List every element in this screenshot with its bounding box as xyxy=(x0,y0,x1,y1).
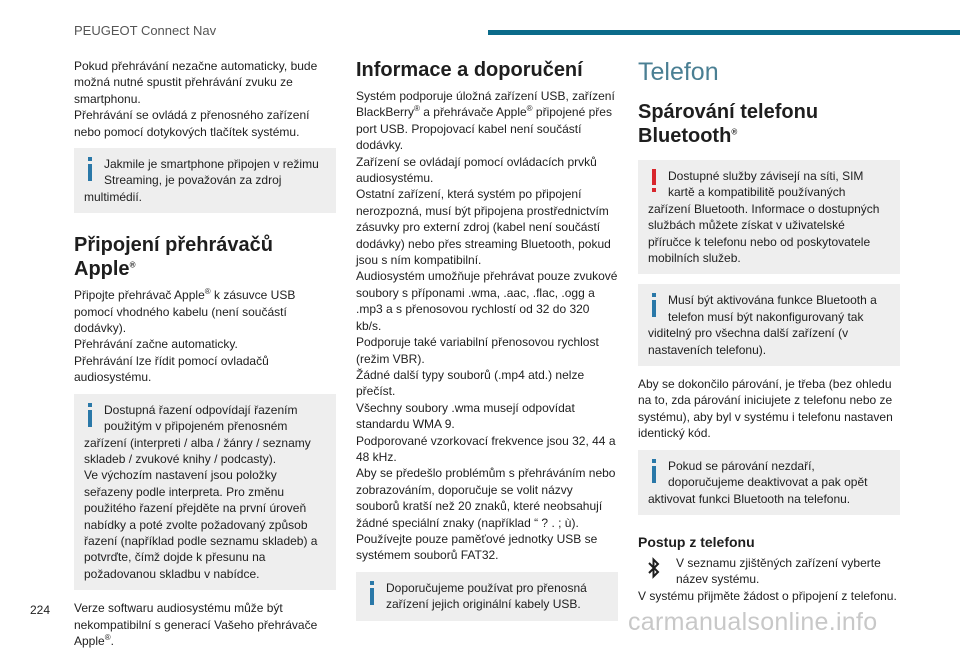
page-number: 224 xyxy=(30,603,51,617)
note-text-first: Dostupná řazení odpovídají řazením použitým v připojeném přenosném xyxy=(104,402,298,434)
pairing-code-paragraph: Aby se dokončilo párování, je třeba (bez ohledu na to, zda párování iniciujete z telefonu nebo ze systému), aby byl v systému i telefonu nastaven identický kód. xyxy=(638,377,893,441)
info-icon xyxy=(647,293,661,317)
note-text-first: Dostupné služby závisejí na síti, SIM kartě a kompatibilitě používaných xyxy=(668,169,864,200)
intro-paragraph: Pokud přehrávání nezačne automaticky, bude možná nutné spustit přehrávání zvuku ze smartphonu. Přehrávání se ovládá z přenosného zařízení nebo pomocí dotykových tlačítek systému. xyxy=(74,59,318,139)
section-heading-pairing: Spárování telefonu Bluetooth® xyxy=(638,101,819,147)
column-middle xyxy=(356,58,618,621)
note-text-first: Jakmile je smartphone připojen v režimu Streaming, je považován za zdroj xyxy=(104,157,319,188)
note-text-rest: zařízení Bluetooth. Informace o dostupných službách můžete získat v uživatelské příručce k telefonu nebo od poskytovatele mobilních služeb. xyxy=(648,201,880,266)
subheading-from-phone: Postup z telefonu xyxy=(638,533,755,550)
note-text-first: Doporučujeme používat pro přenosná xyxy=(386,580,587,595)
section-heading-apple: Připojení přehrávačů Apple® xyxy=(74,234,273,281)
compatibility-paragraph: Verze softwaru audiosystému může být nekompatibilní s generací Vašeho přehrávače Apple®. xyxy=(74,601,318,648)
info-note-sorting xyxy=(74,394,336,590)
section-heading-info: Informace a doporučení xyxy=(356,59,583,81)
note-text-rest: aktivovat funkci Bluetooth na telefonu. xyxy=(648,491,851,506)
bluetooth-step-text: V seznamu zjištěných zařízení vyberte název systému. xyxy=(676,555,881,587)
header-title: PEUGEOT Connect Nav xyxy=(74,23,217,38)
watermark: carmanualsonline.info xyxy=(628,608,878,636)
note-text-rest: zařízení (interpreti / alba / žánry / seznamy skladeb / zvukové knihy / podcasty). Ve výchozím nastavení jsou položky seřazeny podle interpreta. Pro změnu použitého řazení přejděte na první úroveň nabídky a poté zvolte požadovaný způsob řazení (například podle seznamu skladeb) a potvrďte, čímž dojde k přesunu na požadovanou skladbu v nabídce. xyxy=(84,435,318,581)
info-icon xyxy=(365,581,379,605)
note-text-first: Pokud se párování nezdaří, doporučujeme deaktivovat a pak opět xyxy=(668,458,868,490)
info-note-bluetooth-visible xyxy=(638,284,900,366)
note-text-first: Musí být aktivována funkce Bluetooth a telefon musí být nakonfigurovaný tak xyxy=(668,293,877,324)
info-icon xyxy=(83,403,97,427)
info-note-cables xyxy=(356,572,618,621)
note-text-rest: multimédií. xyxy=(84,189,143,204)
note-text-rest: zařízení jejich originální kabely USB. xyxy=(386,597,581,612)
info-icon xyxy=(647,459,661,483)
apple-paragraph: Připojte přehrávač Apple® k zásuvce USB pomocí vhodného kabelu (není součástí dodávky). Přehrávání začne automaticky. Přehrávání lze řídit pomocí ovladačů audiosystému. xyxy=(74,287,296,385)
warning-icon xyxy=(647,169,661,193)
column-left xyxy=(74,58,336,649)
info-paragraph: Systém podporuje úložná zařízení USB, zařízení BlackBerry® a přehrávače Apple® připojené přes port USB. Propojovací kabel není součástí dodávky. Zařízení se ovládají pomocí ovládacích prvků audiosystému. Ostatní zařízení, která systém po připojení nerozpozná, musí být připojena prostřednictvím zásuvky pro externí zdroj (kabel není součástí dodávky) nebo přes streaming Bluetooth, pokud jsou s ním kompatibilní. Audiosystém umožňuje přehrávat pouze zvukové soubory s příponami .wma, .aac, .flac, .ogg a .mp3 a s přenosovou rychlostí od 32 do 320 kb/s. Podporuje také variabilní přenosovou rychlost (režim VBR). Žádné další typy souborů (.mp4 atd.) nelze přečíst. Všechny soubory .wma musejí odpovídat standardu WMA 9. Podporované vzorkovací frekvence jsou 32, 44 a 48 kHz. Aby se předešlo problémům s přehráváním nebo zobrazováním, doporučuje se volit názvy souborů kratší než 20 znaků, které neobsahují žádné speciální znaky (například “ ? . ; ù). Používejte pouze paměťové jednotky USB se systémem souborů FAT32. xyxy=(356,89,618,563)
chapter-title: Telefon xyxy=(638,58,719,86)
bluetooth-icon xyxy=(646,557,662,579)
info-note-streaming xyxy=(74,148,336,213)
bluetooth-step xyxy=(638,555,900,588)
column-right xyxy=(638,58,900,604)
header-accent-bar xyxy=(488,30,960,35)
warning-note-services xyxy=(638,160,900,274)
note-text-rest: viditelný pro všechna další zařízení (v nastaveních telefonu). xyxy=(648,326,849,357)
info-icon xyxy=(83,157,97,181)
info-note-pairing-failed xyxy=(638,450,900,515)
accept-request-paragraph: V systému přijměte žádost o připojení z telefonu. xyxy=(638,588,897,603)
